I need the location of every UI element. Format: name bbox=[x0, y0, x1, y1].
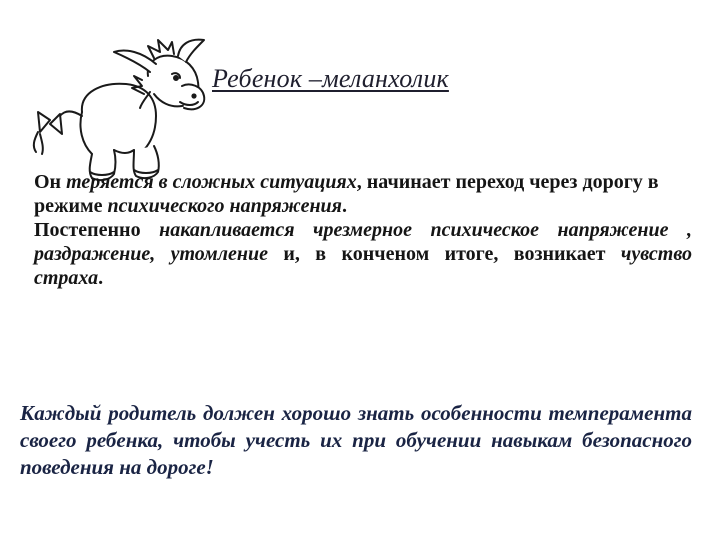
paragraph-2-emphasis-1: накапливается чрезмерное психическое напряжение , раздражение, утомление bbox=[34, 219, 692, 265]
parent-advice-text: Каждый родитель должен хорошо знать особенности темперамента своего ребенка, чтобы учесть их при обучении навыкам безопасного поведения на дороге! bbox=[20, 401, 692, 479]
paragraph-situation bbox=[34, 170, 692, 218]
paragraph-1-part-1: Он bbox=[34, 171, 67, 193]
paragraph-2-end: . bbox=[98, 267, 104, 289]
paragraph-2-part-2: и, в конченом итоге, возникает bbox=[267, 243, 621, 265]
donkey-illustration-icon bbox=[30, 36, 216, 188]
paragraph-1-end: . bbox=[341, 195, 347, 217]
paragraph-1-part-2: , начинает переход через дорогу в режиме bbox=[34, 171, 659, 217]
paragraph-1-emphasis-2: психического напряжения bbox=[107, 195, 342, 217]
slide-title: Ребенок –меланхолик bbox=[212, 64, 449, 93]
paragraph-2-part-1: Постепенно bbox=[34, 219, 160, 241]
body-text bbox=[34, 170, 692, 290]
paragraph-1-emphasis-1: теряется в сложных ситуациях bbox=[66, 171, 357, 193]
paragraph-tension bbox=[34, 218, 692, 290]
paragraph-2-emphasis-2: чувство страха bbox=[34, 243, 693, 289]
